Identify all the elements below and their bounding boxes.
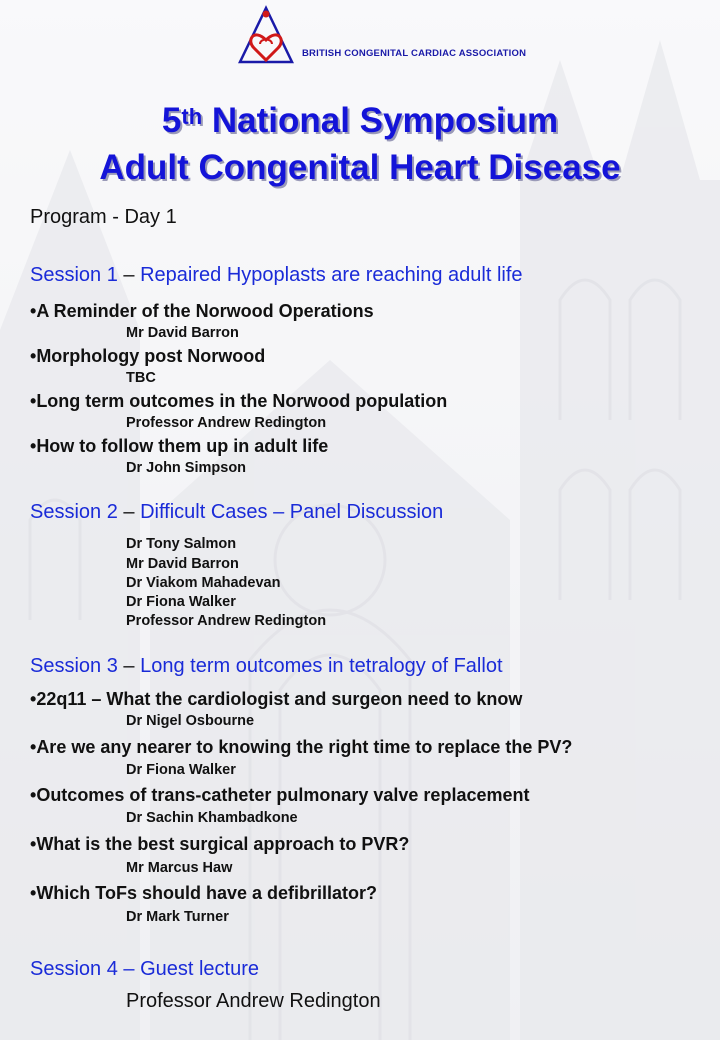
association-logo [232,4,527,70]
agenda-speaker: Dr Nigel Osbourne [126,713,255,729]
agenda-speaker: Dr Fiona Walker [126,762,236,778]
bullet: • [30,834,37,854]
agenda-item [30,883,377,904]
agenda-item-title: Outcomes of trans-catheter pulmonary valve replacement [36,785,530,805]
session-4-heading: Session 4 – Guest lecture [30,958,260,980]
agenda-item-title: Which ToFs should have a defibrillator? [36,883,378,903]
bullet: • [30,785,37,805]
session-label: Session 2 [30,501,118,523]
session-title: Long term outcomes in tetralogy of Fallot [140,655,503,677]
agenda-item-title: Morphology post Norwood [36,346,266,366]
agenda-item [30,834,409,855]
page-title-line2: Adult Congenital Heart Disease [99,148,621,187]
page-title-line1 [0,100,720,142]
title-line1-text: National Symposium [211,101,559,140]
bullet: • [30,883,37,903]
session-3-heading [30,655,503,678]
agenda-item-title: 22q11 – What the cardiologist and surgeon need to know [36,689,523,709]
agenda-item [30,346,265,367]
session-dash: – [123,264,135,286]
heart-pulse-logo-icon [232,4,312,70]
program-label: Program - Day 1 [30,206,177,228]
session-dash: – [123,501,135,523]
guest-speaker: Professor Andrew Redington [126,990,381,1012]
title-ordinal: th [181,104,203,129]
session-dash: – [123,655,135,677]
panel-member: Professor Andrew Redington [126,613,327,629]
panel-member: Dr Viakom Mahadevan [126,575,281,591]
agenda-speaker: Professor Andrew Redington [126,415,327,431]
bullet: • [30,346,37,366]
bullet: • [30,689,37,709]
agenda-item [30,301,374,322]
agenda-speaker: Mr Marcus Haw [126,860,233,876]
title-number: 5 [161,101,182,140]
session-1-heading [30,264,523,287]
agenda-item-title: A Reminder of the Norwood Operations [36,301,374,321]
bullet: • [30,391,37,411]
session-title: Difficult Cases – Panel Discussion [140,501,444,523]
agenda-item-title: How to follow them up in adult life [36,436,329,456]
agenda-speaker: Dr Sachin Khambadkone [126,810,298,826]
agenda-item-title: What is the best surgical approach to PVR? [36,834,410,854]
panel-member: Mr David Barron [126,556,239,572]
bullet: • [30,301,37,321]
agenda-speaker: Dr John Simpson [126,460,247,476]
bullet: • [30,436,37,456]
agenda-speaker: TBC [126,370,156,386]
session-2-heading [30,501,443,524]
bullet: • [30,737,37,757]
agenda-item [30,391,447,412]
agenda-item-title: Are we any nearer to knowing the right time to replace the PV? [36,737,573,757]
session-title: Repaired Hypoplasts are reaching adult life [140,264,523,286]
agenda-item [30,689,522,710]
agenda-item [30,436,328,457]
agenda-item-title: Long term outcomes in the Norwood population [36,391,448,411]
association-name: BRITISH CONGENITAL CARDIAC ASSOCIATION [302,48,527,59]
panel-member: Dr Tony Salmon [126,536,237,552]
session-label: Session 3 [30,655,118,677]
agenda-speaker: Dr Mark Turner [126,909,229,925]
agenda-item [30,785,529,806]
panel-member: Dr Fiona Walker [126,594,236,610]
session-label: Session 1 [30,264,118,286]
agenda-speaker: Mr David Barron [126,325,239,341]
agenda-item [30,737,572,758]
